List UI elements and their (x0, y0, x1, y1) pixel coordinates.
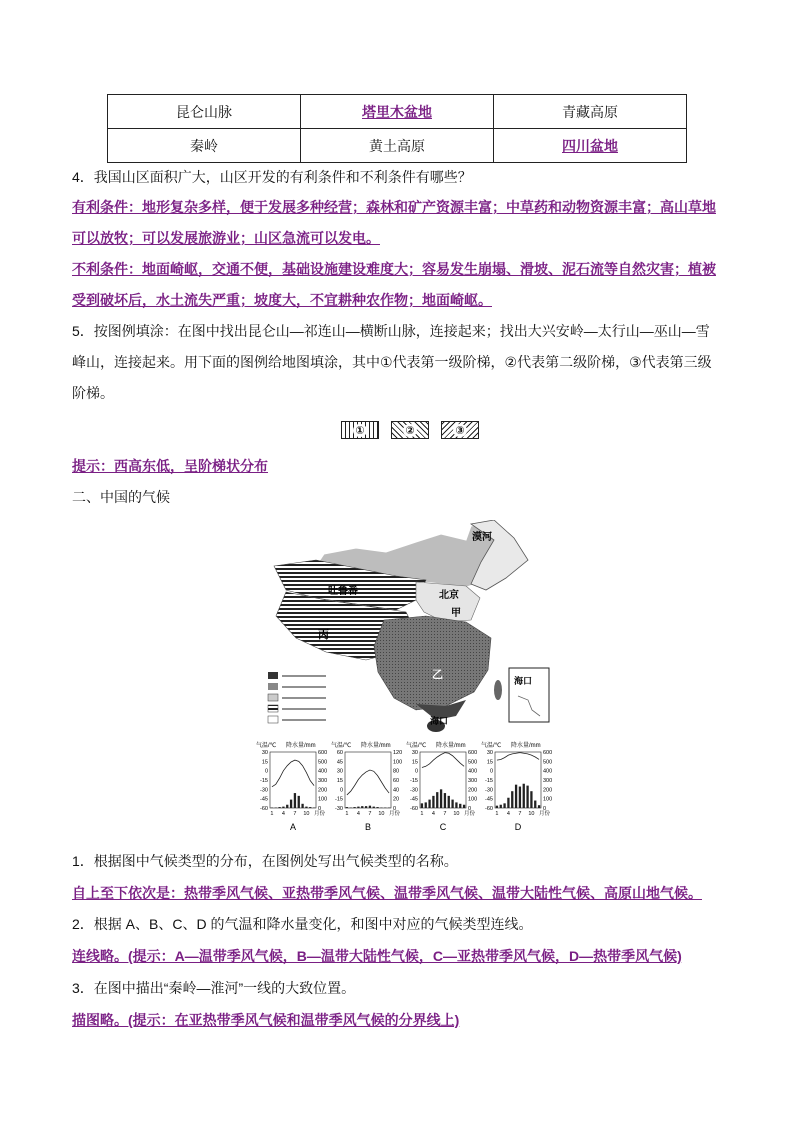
chart-precip-tick: 60 (393, 778, 400, 784)
map-label-mohe: 漠河 (472, 532, 492, 543)
chart-precip-tick: 100 (468, 796, 478, 803)
table-row (108, 95, 687, 129)
chart-precip-tick: 200 (318, 787, 328, 794)
chart-month-tick: 1 (345, 811, 349, 817)
chart-temp-tick: -45 (410, 796, 418, 803)
chart-month-unit: 月份 (464, 811, 476, 817)
precip-bar (282, 807, 284, 808)
precip-bar (496, 806, 498, 808)
chart-precip-tick: 100 (318, 796, 328, 803)
chart-month-unit: 月份 (539, 811, 551, 817)
chart-temp-tick: 0 (489, 768, 493, 775)
table-cell: 秦岭 (108, 129, 301, 163)
precip-bar (357, 807, 359, 808)
chart-temp-tick: 60 (336, 750, 343, 756)
precip-bar (511, 791, 513, 808)
precip-bar (421, 803, 423, 808)
chart-temp-tick: 0 (264, 768, 268, 775)
chart-temp-tick: -15 (410, 778, 418, 784)
chart-precip-tick: 80 (393, 768, 400, 775)
precip-bar (538, 805, 540, 808)
precip-bar (448, 796, 450, 808)
chart-month-tick: 4 (281, 811, 285, 817)
answer-favorable-line1: 有利条件：地形复杂多样，便于发展多种经营；森林和矿产资源丰富；中草药和动物资源丰富；高山草地 (72, 199, 716, 215)
chart-precip-tick: 0 (393, 806, 397, 812)
precip-bar (278, 807, 280, 808)
chart-precip-tick: 0 (468, 806, 472, 812)
chart-month-tick: 10 (528, 811, 535, 817)
chart-temp-tick: 30 (411, 750, 418, 756)
precip-bar (526, 786, 528, 808)
precip-bar (459, 804, 461, 808)
chart-month-tick: 1 (420, 811, 424, 817)
precip-bar (361, 806, 363, 808)
chart-month-tick: 4 (356, 811, 360, 817)
precip-bar (428, 800, 430, 808)
precip-bar (436, 792, 438, 808)
climate-answer-3: 描图略。(提示：在亚热带季风气候和温带季风气候的分界线上) (72, 1012, 460, 1028)
chart-temp-tick: 0 (339, 787, 343, 794)
chart-precip-tick: 200 (543, 787, 553, 794)
chart-precip-tick: 600 (543, 750, 553, 756)
precip-bar (369, 806, 371, 808)
chart-temp-tick: -45 (485, 796, 493, 803)
chart-precip-tick: 40 (393, 787, 400, 794)
table-row (108, 129, 687, 163)
chart-precip-tick: 300 (318, 778, 328, 784)
chart-temp-tick: 15 (411, 759, 418, 766)
chart-month-tick: 7 (443, 811, 447, 817)
precip-bar (455, 802, 457, 808)
map-taiwan (494, 680, 502, 700)
chart-precip-tick: 600 (318, 750, 328, 756)
chart-precip-tick: 20 (393, 796, 400, 803)
chart-month-tick: 1 (495, 811, 499, 817)
answer-unfavorable-line1: 不利条件：地面崎岖，交通不便，基础设施建设难度大；容易发生崩塌、滑坡、泥石流等自然灾害；植被 (72, 261, 716, 277)
precip-bar (451, 800, 453, 808)
table-cell: 青藏高原 (494, 95, 687, 129)
chart-precip-tick: 200 (468, 787, 478, 794)
chart-precip-tick: 300 (468, 778, 478, 784)
precip-bar (523, 784, 525, 808)
temperature-line (347, 770, 389, 795)
chart-name: C (439, 822, 447, 832)
precip-bar (365, 806, 367, 808)
chart-precip-tick: 0 (543, 806, 547, 812)
chart-temp-tick: -30 (410, 787, 418, 794)
chart-month-tick: 4 (431, 811, 435, 817)
chart-temp-tick: -30 (260, 787, 268, 794)
section-title-climate: 二、中国的气候 (72, 489, 170, 505)
chart-temp-tick: -60 (485, 806, 493, 812)
table-cell-answer: 四川盆地 (494, 129, 687, 163)
precip-bar (305, 807, 307, 808)
temperature-line (497, 753, 539, 760)
map-label-beijing: 北京 (439, 590, 459, 601)
temperature-line (272, 760, 314, 787)
climate-chart-B (331, 741, 402, 832)
precip-bar (530, 791, 532, 808)
chart-temp-tick: -15 (335, 796, 343, 803)
chart-precip-tick: 600 (468, 750, 478, 756)
chart-precip-tick: 100 (393, 759, 403, 766)
chart-temp-tick: -60 (410, 806, 418, 812)
chart-month-tick: 10 (378, 811, 385, 817)
chart-precip-tick: 100 (543, 796, 553, 803)
question-4: 4．我国山区面积广大，山区开发的有利条件和不利条件有哪些？ (72, 169, 472, 185)
chart-temp-tick: 0 (414, 768, 418, 775)
inset-label-haikou: 海口 (514, 676, 533, 686)
question-5-line2: 峰山，连接起来。用下面的图例给地图填涂，其中①代表第一级阶梯，②代表第二级阶梯，③代表第三级 (72, 354, 712, 370)
chart-precip-tick: 500 (543, 759, 553, 766)
question-5-line3: 阶梯。 (72, 385, 114, 401)
table-cell: 昆仑山脉 (108, 95, 301, 129)
chart-precip-tick: 400 (318, 768, 328, 775)
chart-temp-tick: 30 (336, 768, 343, 775)
chart-temp-axis-label: 气温/℃ (256, 743, 277, 749)
chart-temp-tick: -60 (260, 806, 268, 812)
china-climate-map (266, 520, 566, 735)
precip-bar (294, 793, 296, 808)
chart-month-tick: 7 (518, 811, 522, 817)
climate-question-1: 1．根据图中气候类型的分布，在图例处写出气候类型的名称。 (72, 853, 458, 869)
hint-q5: 提示：西高东低，呈阶梯状分布 (72, 458, 268, 474)
precip-bar (353, 807, 355, 808)
precip-bar (298, 796, 300, 808)
chart-temp-axis-label: 气温/℃ (406, 743, 427, 749)
chart-frame (270, 752, 316, 808)
question-5-line1: 5．按图例填涂：在图中找出昆仑山—祁连山—横断山脉，连接起来；找出大兴安岭—太行山—巫山—雪 (72, 323, 710, 339)
chart-temp-tick: 45 (336, 759, 343, 766)
chart-month-tick: 4 (506, 811, 510, 817)
chart-temp-tick: 30 (486, 750, 493, 756)
precip-bar (425, 802, 427, 808)
precip-bar (440, 789, 442, 808)
chart-month-tick: 10 (453, 811, 460, 817)
chart-frame (420, 752, 466, 808)
climate-answer-1: 自上至下依次是：热带季风气候、亚热带季风气候、温带季风气候、温带大陆性气候、高原山地气候。 (72, 885, 702, 901)
precip-bar (290, 800, 292, 808)
climate-question-2: 2．根据 A、B、C、D 的气温和降水量变化，和图中对应的气候类型连线。 (72, 916, 533, 932)
legend-step-2: ② (391, 421, 429, 439)
chart-month-tick: 10 (303, 811, 310, 817)
chart-name: A (289, 822, 297, 832)
chart-temp-tick: 30 (261, 750, 268, 756)
chart-temp-tick: -15 (485, 778, 493, 784)
chart-month-tick: 7 (293, 811, 297, 817)
map-label-yi: 乙 (432, 669, 443, 681)
precip-bar (534, 801, 536, 808)
chart-name: D (514, 822, 522, 832)
chart-frame (495, 752, 541, 808)
chart-temp-tick: 15 (336, 778, 343, 784)
chart-precip-tick: 400 (543, 768, 553, 775)
chart-temp-tick: 15 (486, 759, 493, 766)
precip-bar (346, 807, 348, 808)
chart-temp-tick: 15 (261, 759, 268, 766)
precip-bar (286, 805, 288, 808)
chart-temp-axis-label: 气温/℃ (481, 743, 502, 749)
precip-bar (515, 785, 517, 808)
climate-chart-A (256, 741, 327, 832)
chart-precip-tick: 500 (318, 759, 328, 766)
temperature-line (422, 753, 464, 768)
legend-step-1: ① (341, 421, 379, 439)
chart-precip-tick: 0 (318, 806, 322, 812)
chart-temp-tick: -45 (260, 796, 268, 803)
south-china-sea-inset (509, 668, 549, 722)
table-cell: 黄土高原 (301, 129, 494, 163)
step-legend (341, 421, 479, 439)
chart-precip-tick: 400 (468, 768, 478, 775)
map-region-subtropical (374, 616, 491, 710)
map-label-jia: 甲 (451, 608, 461, 619)
answer-favorable-line2: 可以放牧；可以发展旅游业；山区急流可以发电。 (72, 230, 380, 246)
chart-precip-tick: 300 (543, 778, 553, 784)
precip-bar (432, 796, 434, 808)
chart-precip-axis-label: 降水量/mm (511, 743, 541, 749)
chart-month-unit: 月份 (314, 811, 326, 817)
chart-frame (345, 752, 391, 808)
chart-temp-tick: -30 (335, 806, 343, 812)
climate-question-3: 3．在图中描出“秦岭—淮河”一线的大致位置。 (72, 980, 356, 996)
chart-month-unit: 月份 (389, 811, 401, 817)
table-cell-answer: 塔里木盆地 (301, 95, 494, 129)
chart-temp-axis-label: 气温/℃ (331, 743, 352, 749)
climate-answer-2: 连线略。(提示：A—温带季风气候，B—温带大陆性气候，C—亚热带季风气候，D—热带季风气候) (72, 948, 682, 964)
chart-temp-tick: -30 (485, 787, 493, 794)
chart-precip-tick: 120 (393, 750, 403, 756)
precip-bar (301, 804, 303, 808)
map-label-bing: 丙 (318, 629, 329, 641)
legend-step-3: ③ (441, 421, 479, 439)
chart-precip-axis-label: 降水量/mm (436, 743, 466, 749)
precip-bar (376, 807, 378, 808)
climate-chart-C (406, 741, 477, 832)
chart-month-tick: 7 (368, 811, 372, 817)
precip-bar (507, 798, 509, 808)
precip-bar (503, 803, 505, 808)
answer-unfavorable-line2: 受到破坏后，水土流失严重；坡度大，不宜耕种农作物；地面崎岖。 (72, 292, 492, 308)
chart-precip-axis-label: 降水量/mm (286, 743, 316, 749)
precip-bar (463, 805, 465, 808)
precip-bar (309, 807, 311, 808)
precip-bar (519, 787, 521, 808)
map-label-turpan: 吐鲁番 (328, 586, 358, 597)
chart-month-tick: 1 (270, 811, 274, 817)
precip-bar (373, 807, 375, 808)
climate-charts (254, 740, 554, 838)
chart-precip-tick: 500 (468, 759, 478, 766)
chart-temp-tick: -15 (260, 778, 268, 784)
map-label-haikou: 海口 (430, 716, 449, 726)
chart-name: B (364, 822, 372, 832)
precip-bar (444, 793, 446, 808)
climate-chart-D (481, 741, 552, 832)
map-climate-legend (268, 672, 326, 723)
precip-bar (500, 805, 502, 808)
chart-precip-axis-label: 降水量/mm (361, 743, 391, 749)
terrain-table (107, 94, 687, 163)
